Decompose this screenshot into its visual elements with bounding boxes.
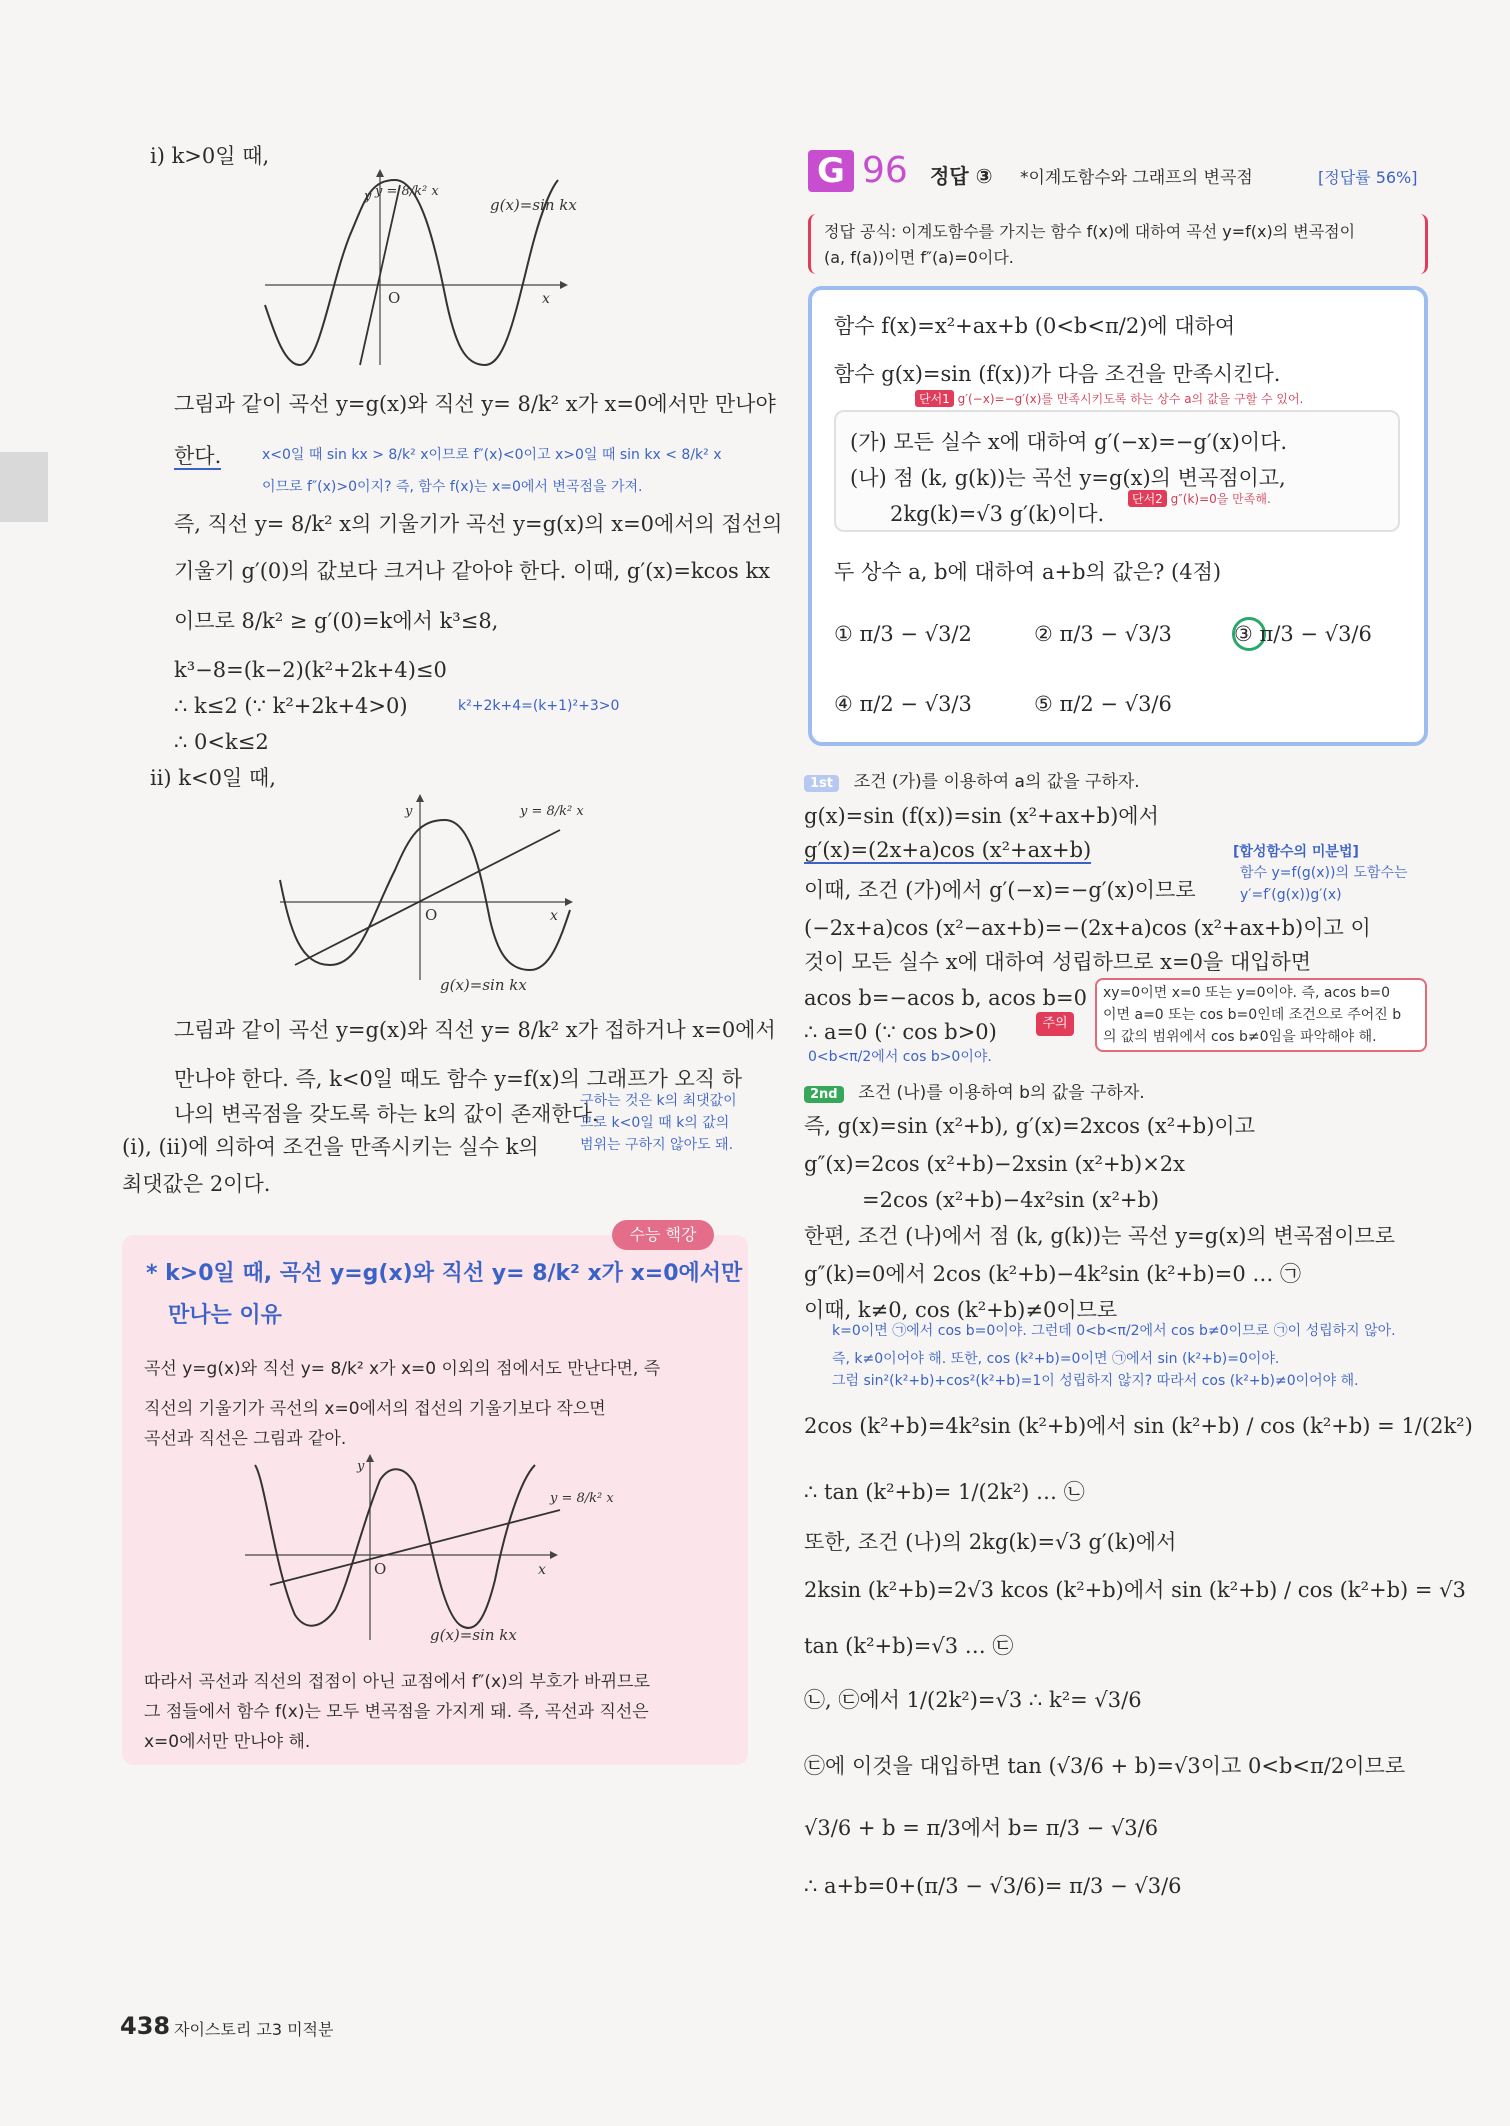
step2-line-1: 즉, g(x)=sin (x²+b), g′(x)=2xcos (x²+b)이고 (804, 1114, 1255, 1138)
tip-line-1: 곡선 y=g(x)와 직선 y= 8/k² x가 x=0 이외의 점에서도 만난다면, 즉 (144, 1359, 661, 1379)
book-title: 자이스토리 고3 미적분 (174, 2020, 334, 2039)
step1-line-1: g(x)=sin (f(x))=sin (x²+ax+b)에서 (804, 804, 1159, 828)
graph2-origin: O (425, 906, 438, 924)
topic: *이계도함수와 그래프의 변곡점 (1020, 168, 1253, 188)
formula-line-2: (a, f(a))이면 f″(a)=0이다. (824, 248, 1014, 267)
step2-line-10: 2ksin (k²+b)=2√3 kcos (k²+b)에서 sin (k²+b) / cos (k²+b) = √3 (804, 1578, 1466, 1602)
p1-line-5: 이므로 8/k² ≥ g′(0)=k에서 k³≤8, (174, 609, 499, 633)
p1-note-3: k²+2k+4=(k+1)²+3>0 (458, 698, 620, 714)
option-3[interactable]: ③ π/3 − √3/6 (1234, 622, 1372, 646)
step2-line-13: ㉢에 이것을 대입하면 tan (√3/6 + b)=√3이고 0<b<π/2이므로 (804, 1754, 1406, 1778)
graph1-y-label: y (364, 189, 372, 204)
warning-line-3: 의 값의 범위에서 cos b≠0임을 파악해야 해. (1103, 1029, 1377, 1045)
problem-number: 96 (862, 150, 908, 191)
page-number: 438 (120, 2012, 171, 2040)
p1-line-3: 즉, 직선 y= 8/k² x의 기울기가 곡선 y=g(x)의 x=0에서의 접선의 (174, 512, 783, 536)
p2-line-2: 만나야 한다. 즉, k<0일 때도 함수 y=f(x)의 그래프가 오직 하 (174, 1067, 743, 1091)
step2-line-12: ㉡, ㉢에서 1/(2k²)=√3 ∴ k²= √3/6 (804, 1688, 1142, 1712)
step1-note-4: 0<b<π/2에서 cos b>0이야. (808, 1049, 992, 1065)
graph3-y-label: y (357, 1459, 365, 1474)
warning-tag: 주의 (1036, 1012, 1074, 1036)
tip-pill: 수능 핵강 (612, 1220, 714, 1250)
step1-note-2: 함수 y=f(g(x))의 도함수는 (1240, 865, 1408, 881)
graph2-y-label: y (405, 804, 413, 819)
p2-line-1: 그림과 같이 곡선 y=g(x)와 직선 y= 8/k² x가 접하거나 x=0에서 (174, 1018, 776, 1042)
side-tab (0, 452, 48, 522)
step2-title: 조건 (나)를 이용하여 b의 값을 구하자. (858, 1083, 1145, 1103)
step2-line-5: g″(k)=0에서 2cos (k²+b)−4k²sin (k²+b)=0 … ㉠ (804, 1262, 1302, 1286)
option-2[interactable]: ② π/3 − √3/3 (1034, 622, 1172, 646)
tip-line-2: 직선의 기울기가 곡선의 x=0에서의 접선의 기울기보다 작으면 (144, 1399, 606, 1419)
step2-line-4: 한편, 조건 (나)에서 점 (k, g(k))는 곡선 y=g(x)의 변곡점이므로 (804, 1224, 1396, 1248)
condition-1: (가) 모든 실수 x에 대하여 g′(−x)=−g′(x)이다. (850, 430, 1288, 454)
p1-line-7: ∴ k≤2 (∵ k²+2k+4>0) (174, 694, 408, 718)
p2-note-2: 므로 k<0일 때 k의 값의 (580, 1115, 730, 1131)
hint2-tag: 단서2 (1128, 490, 1167, 507)
question-line-1: 함수 f(x)=x²+ax+b (0<b<π/2)에 대하여 (834, 314, 1236, 338)
accuracy-rate: [정답률 56%] (1318, 168, 1418, 187)
tip-line-6: x=0에서만 만나야 해. (144, 1732, 311, 1752)
answer: 정답 ③ (930, 164, 993, 188)
case1-title: i) k>0일 때, (150, 144, 270, 168)
warning-line-1: xy=0이면 x=0 또는 y=0이야. 즉, acos b=0 (1103, 985, 1390, 1001)
step2-line-6: 이때, k≠0, cos (k²+b)≠0이므로 (804, 1298, 1118, 1322)
graph1-x-label: x (542, 291, 550, 307)
step2-badge: 2nd (804, 1086, 844, 1103)
option-5[interactable]: ⑤ π/2 − √3/6 (1034, 692, 1172, 716)
tip-line-3: 곡선과 직선은 그림과 같아. (144, 1429, 347, 1449)
question-line-3: 두 상수 a, b에 대하여 a+b의 값은? (4점) (834, 560, 1222, 584)
graph1-line-label: y = 8/k² x (375, 184, 439, 199)
p1-line-4: 기울기 g′(0)의 값보다 크거나 같아야 한다. 이때, g′(x)=kcos kx (174, 559, 771, 583)
p2-line-4: (i), (ii)에 의하여 조건을 만족시키는 실수 k의 (122, 1135, 539, 1159)
p2-line-5: 최댓값은 2이다. (122, 1172, 271, 1196)
graph3-curve-label: g(x)=sin kx (430, 1626, 517, 1644)
hint2-text: g″(k)=0을 만족해. (1170, 492, 1271, 506)
graph-1 (260, 165, 580, 370)
p1-line-6: k³−8=(k−2)(k²+2k+4)≤0 (174, 658, 447, 682)
hint1-tag: 단서1 (915, 390, 954, 407)
step1-line-2: g′(x)=(2x+a)cos (x²+ax+b) (804, 838, 1092, 862)
step2-line-14: √3/6 + b = π/3에서 b= π/3 − √3/6 (804, 1816, 1159, 1840)
p1-line-1: 그림과 같이 곡선 y=g(x)와 직선 y= 8/k² x가 x=0에서만 만나야 (174, 392, 776, 416)
step2-note-3: 그럼 sin²(k²+b)+cos²(k²+b)=1이 성립하지 않지? 따라서 cos (k²+b)≠0이어야 해. (832, 1373, 1359, 1389)
graph2-x-label: x (550, 908, 558, 924)
step1-title: 조건 (가)를 이용하여 a의 값을 구하자. (853, 772, 1140, 792)
step1-note-1: [합성함수의 미분법] (1233, 844, 1359, 860)
graph1-curve-label: g(x)=sin kx (490, 196, 577, 214)
graph3-origin: O (374, 1560, 387, 1578)
tip-line-4: 따라서 곡선과 직선의 접점이 아닌 교점에서 f″(x)의 부호가 바뀌므로 (144, 1672, 650, 1692)
p1-note-1: x<0일 때 sin kx > 8/k² x이므로 f″(x)<0이고 x>0일 때 sin kx < 8/k² x (262, 447, 722, 463)
condition-2: (나) 점 (k, g(k))는 곡선 y=g(x)의 변곡점이고, (850, 466, 1286, 490)
tip-title-1: * k>0일 때, 곡선 y=g(x)와 직선 y= 8/k² x가 x=0에서만 (146, 1261, 743, 1286)
p1-line-2: 한다. (174, 444, 222, 468)
step1-line-6: acos b=−acos b, acos b=0 (804, 986, 1087, 1010)
step2-line-15: ∴ a+b=0+(π/3 − √3/6)= π/3 − √3/6 (804, 1874, 1182, 1898)
p1-note-2: 이므로 f″(x)>0이지? 즉, 함수 f(x)는 x=0에서 변곡점을 가져. (262, 479, 643, 495)
g-badge: G (808, 150, 854, 192)
step2-line-3: =2cos (x²+b)−4x²sin (x²+b) (862, 1188, 1160, 1212)
step1-badge: 1st (804, 775, 839, 792)
graph-2 (275, 790, 595, 995)
graph1-origin: O (388, 289, 401, 307)
step2-line-2: g″(x)=2cos (x²+b)−2xsin (x²+b)×2x (804, 1152, 1185, 1176)
graph3-line-label: y = 8/k² x (550, 1491, 614, 1506)
p2-line-3: 나의 변곡점을 갖도록 하는 k의 값이 존재한다. (174, 1102, 599, 1126)
case2-title: ii) k<0일 때, (150, 766, 276, 790)
tip-line-5: 그 점들에서 함수 f(x)는 모두 변곡점을 가지게 돼. 즉, 곡선과 직선은 (144, 1702, 649, 1722)
formula-line-1: 정답 공식: 이계도함수를 가지는 함수 f(x)에 대하여 곡선 y=f(x)의 변곡점이 (824, 222, 1356, 241)
warning-line-2: 이면 a=0 또는 cos b=0인데 조건으로 주어진 b (1103, 1007, 1402, 1023)
step1-line-3: 이때, 조건 (가)에서 g′(−x)=−g′(x)이므로 (804, 878, 1196, 902)
graph-3 (240, 1450, 620, 1650)
step1-line-7: ∴ a=0 (∵ cos b>0) (804, 1020, 997, 1044)
step2-line-8: ∴ tan (k²+b)= 1/(2k²) … ㉡ (804, 1480, 1085, 1504)
tip-title-2: 만나는 이유 (168, 1303, 282, 1328)
step2-line-11: tan (k²+b)=√3 … ㉢ (804, 1634, 1014, 1658)
option-1[interactable]: ① π/3 − √3/2 (834, 622, 972, 646)
step1-line-5: 것이 모든 실수 x에 대하여 성립하므로 x=0을 대입하면 (804, 950, 1312, 974)
step2-note-1: k=0이면 ㉠에서 cos b=0이야. 그런데 0<b<π/2에서 cos b≠0이므로 ㉠이 성립하지 않아. (832, 1323, 1396, 1339)
graph2-line-label: y = 8/k² x (520, 804, 584, 819)
step2-note-2: 즉, k≠0이어야 해. 또한, cos (k²+b)=0이면 ㉠에서 sin (k²+b)=0이야. (832, 1351, 1280, 1367)
step1-note-3: y′=f′(g(x))g′(x) (1240, 887, 1342, 903)
p1-line-8: ∴ 0<k≤2 (174, 730, 269, 754)
step2-line-9: 또한, 조건 (나)의 2kg(k)=√3 g′(k)에서 (804, 1530, 1177, 1554)
step2-line-7: 2cos (k²+b)=4k²sin (k²+b)에서 sin (k²+b) / cos (k²+b) = 1/(2k²) (804, 1414, 1473, 1438)
option-4[interactable]: ④ π/2 − √3/3 (834, 692, 972, 716)
condition-3: 2kg(k)=√3 g′(k)이다. (890, 502, 1105, 526)
graph3-x-label: x (538, 1562, 546, 1578)
graph2-curve-label: g(x)=sin kx (440, 976, 527, 994)
question-line-2: 함수 g(x)=sin (f(x))가 다음 조건을 만족시킨다. (834, 362, 1281, 386)
p2-note-1: 구하는 것은 k의 최댓값이 (580, 1093, 737, 1109)
step1-line-4: (−2x+a)cos (x²−ax+b)=−(2x+a)cos (x²+ax+b)이고 이 (804, 916, 1371, 940)
hint1-text: g′(−x)=−g′(x)를 만족시키도록 하는 상수 a의 값을 구할 수 있어. (957, 392, 1304, 406)
p2-note-3: 범위는 구하지 않아도 돼. (580, 1137, 734, 1153)
